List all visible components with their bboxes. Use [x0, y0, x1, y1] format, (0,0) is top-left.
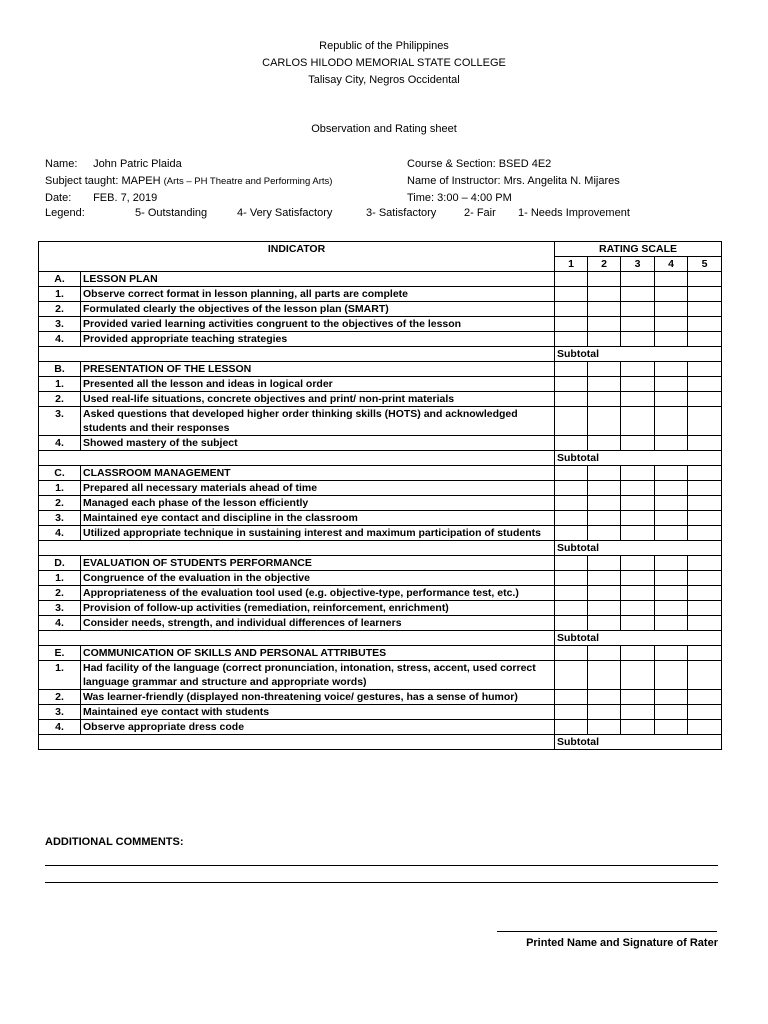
- indicator-text: Appropriateness of the evaluation tool used (e.g. objective-type, performance test, etc.): [81, 586, 555, 601]
- rating-cell[interactable]: [555, 511, 588, 526]
- rating-cell[interactable]: [621, 287, 655, 302]
- indicator-row: [39, 720, 722, 735]
- rating-cell[interactable]: [555, 332, 588, 347]
- rating-cell[interactable]: [688, 661, 722, 690]
- rating-cell[interactable]: [588, 392, 621, 407]
- time-value: Time: 3:00 – 4:00 PM: [407, 192, 512, 204]
- indicator-row: [39, 287, 722, 302]
- rating-cell[interactable]: [688, 272, 722, 287]
- rating-cell[interactable]: [655, 436, 688, 451]
- rating-cell[interactable]: [621, 362, 655, 377]
- rating-cell[interactable]: [655, 466, 688, 481]
- rating-cell[interactable]: [555, 496, 588, 511]
- comments-label: ADDITIONAL COMMENTS:: [45, 836, 184, 848]
- rating-cell[interactable]: [621, 511, 655, 526]
- rating-cell[interactable]: [688, 407, 722, 436]
- indicator-text: Was learner-friendly (displayed non-threatening voice/ gestures, has a sense of humor): [81, 690, 555, 705]
- rating-cell[interactable]: [555, 646, 588, 661]
- rating-cell[interactable]: [688, 646, 722, 661]
- rating-cell[interactable]: [655, 556, 688, 571]
- subject-detail: (Arts – PH Theatre and Performing Arts): [163, 176, 333, 187]
- indicator-text: Congruence of the evaluation in the objective: [81, 571, 555, 586]
- section-title: COMMUNICATION OF SKILLS AND PERSONAL ATTRIBUTES: [81, 646, 555, 661]
- rating-cell[interactable]: [555, 571, 588, 586]
- rating-cell[interactable]: [688, 436, 722, 451]
- college-name: CARLOS HILODO MEMORIAL STATE COLLEGE: [262, 57, 506, 69]
- scale-value: 1: [555, 257, 588, 272]
- rating-cell[interactable]: [688, 287, 722, 302]
- item-number: 2.: [39, 302, 81, 317]
- rating-cell[interactable]: [555, 466, 588, 481]
- section-row: [39, 362, 722, 377]
- item-number: 1.: [39, 571, 81, 586]
- section-letter: E.: [39, 646, 81, 661]
- subtotal-label: Subtotal: [555, 541, 722, 556]
- legend-item: 3- Satisfactory: [366, 207, 437, 219]
- rating-cell[interactable]: [688, 392, 722, 407]
- indicator-row: [39, 526, 722, 541]
- indicator-text: Provision of follow-up activities (remediation, reinforcement, enrichment): [81, 601, 555, 616]
- rating-cell[interactable]: [621, 601, 655, 616]
- rating-cell[interactable]: [588, 720, 621, 735]
- rating-scale-header: RATING SCALE: [555, 242, 722, 257]
- item-number: 2.: [39, 496, 81, 511]
- indicator-text: Had facility of the language (correct pronunciation, intonation, stress, accent, used correct language grammar and structure and appropriate words): [81, 661, 555, 690]
- item-number: 3.: [39, 511, 81, 526]
- subtotal-row: [39, 541, 722, 556]
- subtotal-spacer: [39, 631, 555, 646]
- rating-cell[interactable]: [555, 661, 588, 690]
- rating-cell[interactable]: [621, 571, 655, 586]
- rating-cell[interactable]: [655, 526, 688, 541]
- rating-cell[interactable]: [688, 571, 722, 586]
- subtotal-spacer: [39, 735, 555, 750]
- rating-cell[interactable]: [588, 362, 621, 377]
- rating-cell[interactable]: [655, 705, 688, 720]
- item-number: 4.: [39, 720, 81, 735]
- indicator-row: [39, 407, 722, 436]
- subject-row: [45, 173, 332, 190]
- scale-value: 3: [621, 257, 655, 272]
- rating-cell[interactable]: [655, 317, 688, 332]
- rating-cell[interactable]: [688, 362, 722, 377]
- rating-cell[interactable]: [555, 302, 588, 317]
- rating-cell[interactable]: [588, 556, 621, 571]
- subtotal-row: [39, 347, 722, 362]
- section-row: [39, 646, 722, 661]
- rating-cell[interactable]: [588, 377, 621, 392]
- rating-cell[interactable]: [655, 272, 688, 287]
- indicator-text: Used real-life situations, concrete objectives and print/ non-print materials: [81, 392, 555, 407]
- item-number: 2.: [39, 690, 81, 705]
- subtotal-label: Subtotal: [555, 347, 722, 362]
- indicator-row: [39, 377, 722, 392]
- rating-cell[interactable]: [688, 720, 722, 735]
- legend-label: Legend:: [45, 207, 85, 219]
- course-section: Course & Section: BSED 4E2: [407, 158, 552, 170]
- rating-cell[interactable]: [588, 571, 621, 586]
- indicator-row: [39, 436, 722, 451]
- rating-cell[interactable]: [655, 377, 688, 392]
- indicator-row: [39, 332, 722, 347]
- rating-cell[interactable]: [555, 601, 588, 616]
- indicator-row: [39, 392, 722, 407]
- rating-cell[interactable]: [555, 317, 588, 332]
- section-row: [39, 466, 722, 481]
- indicator-row: [39, 690, 722, 705]
- instructor-name: Name of Instructor: Mrs. Angelita N. Mijares: [407, 175, 620, 187]
- rating-cell[interactable]: [621, 436, 655, 451]
- section-title: EVALUATION OF STUDENTS PERFORMANCE: [81, 556, 555, 571]
- college-location: Talisay City, Negros Occidental: [308, 74, 460, 86]
- rating-cell[interactable]: [588, 601, 621, 616]
- legend-item: 2- Fair: [464, 207, 496, 219]
- indicator-row: [39, 571, 722, 586]
- indicator-row: [39, 586, 722, 601]
- indicator-row: [39, 511, 722, 526]
- rating-cell[interactable]: [588, 481, 621, 496]
- indicator-row: [39, 481, 722, 496]
- indicator-text: Observe appropriate dress code: [81, 720, 555, 735]
- rating-cell[interactable]: [555, 272, 588, 287]
- rating-cell[interactable]: [655, 496, 688, 511]
- indicator-text: Showed mastery of the subject: [81, 436, 555, 451]
- rating-cell[interactable]: [588, 436, 621, 451]
- section-letter: A.: [39, 272, 81, 287]
- rating-cell[interactable]: [655, 616, 688, 631]
- date-row: [45, 190, 157, 206]
- indicator-row: [39, 317, 722, 332]
- name-label: Name:: [45, 158, 78, 170]
- section-title: PRESENTATION OF THE LESSON: [81, 362, 555, 377]
- rating-cell[interactable]: [588, 272, 621, 287]
- indicator-row: [39, 705, 722, 720]
- subtotal-spacer: [39, 451, 555, 466]
- subtotal-label: Subtotal: [555, 451, 722, 466]
- rating-cell[interactable]: [655, 720, 688, 735]
- comment-line[interactable]: [45, 865, 718, 866]
- document-header: [0, 38, 768, 89]
- rating-cell[interactable]: [655, 481, 688, 496]
- indicator-header: INDICATOR: [39, 242, 555, 272]
- rating-cell[interactable]: [655, 392, 688, 407]
- rating-cell[interactable]: [555, 586, 588, 601]
- rating-cell[interactable]: [688, 317, 722, 332]
- indicator-text: Presented all the lesson and ideas in logical order: [81, 377, 555, 392]
- rating-cell[interactable]: [688, 466, 722, 481]
- rating-cell[interactable]: [588, 466, 621, 481]
- signature-label: Printed Name and Signature of Rater: [526, 937, 718, 949]
- rating-table: [38, 241, 722, 750]
- republic-line: Republic of the Philippines: [319, 40, 449, 52]
- subject-label: Subject taught:: [45, 175, 119, 187]
- subtotal-row: [39, 735, 722, 750]
- rating-cell[interactable]: [555, 362, 588, 377]
- rating-cell[interactable]: [688, 302, 722, 317]
- indicator-text: Provided varied learning activities congruent to the objectives of the lesson: [81, 317, 555, 332]
- indicator-text: Provided appropriate teaching strategies: [81, 332, 555, 347]
- rating-cell[interactable]: [688, 586, 722, 601]
- rating-cell[interactable]: [621, 661, 655, 690]
- subject-value: MAPEH: [121, 175, 161, 187]
- comment-line[interactable]: [45, 882, 718, 883]
- rating-cell[interactable]: [588, 646, 621, 661]
- rating-cell[interactable]: [621, 616, 655, 631]
- rating-cell[interactable]: [588, 616, 621, 631]
- signature-line[interactable]: [497, 931, 717, 932]
- rating-cell[interactable]: [621, 466, 655, 481]
- rating-cell[interactable]: [655, 332, 688, 347]
- section-letter: B.: [39, 362, 81, 377]
- indicator-text: Maintained eye contact and discipline in the classroom: [81, 511, 555, 526]
- legend-item: 1- Needs Improvement: [518, 207, 630, 219]
- indicator-text: Maintained eye contact with students: [81, 705, 555, 720]
- item-number: 4.: [39, 332, 81, 347]
- item-number: 1.: [39, 377, 81, 392]
- legend-item: 5- Outstanding: [135, 207, 208, 219]
- indicator-row: [39, 302, 722, 317]
- subtotal-spacer: [39, 347, 555, 362]
- rating-cell[interactable]: [588, 511, 621, 526]
- rating-cell[interactable]: [555, 436, 588, 451]
- indicator-text: Consider needs, strength, and individual differences of learners: [81, 616, 555, 631]
- rating-cell[interactable]: [588, 526, 621, 541]
- rating-cell[interactable]: [588, 496, 621, 511]
- section-row: [39, 272, 722, 287]
- legend-item: 4- Very Satisfactory: [237, 207, 333, 219]
- indicator-text: Observe correct format in lesson planning, all parts are complete: [81, 287, 555, 302]
- section-letter: C.: [39, 466, 81, 481]
- subtotal-row: [39, 451, 722, 466]
- scale-value: 5: [688, 257, 722, 272]
- rating-cell[interactable]: [688, 511, 722, 526]
- rating-cell[interactable]: [555, 705, 588, 720]
- rating-cell[interactable]: [621, 392, 655, 407]
- rating-cell[interactable]: [621, 407, 655, 436]
- rating-cell[interactable]: [655, 362, 688, 377]
- scale-value: 4: [655, 257, 688, 272]
- indicator-text: Managed each phase of the lesson efficiently: [81, 496, 555, 511]
- rating-cell[interactable]: [555, 481, 588, 496]
- rating-cell[interactable]: [588, 690, 621, 705]
- rating-cell[interactable]: [688, 556, 722, 571]
- item-number: 1.: [39, 287, 81, 302]
- rating-cell[interactable]: [688, 690, 722, 705]
- rating-cell[interactable]: [688, 705, 722, 720]
- rating-cell[interactable]: [621, 646, 655, 661]
- rating-cell[interactable]: [588, 302, 621, 317]
- section-letter: D.: [39, 556, 81, 571]
- rating-cell[interactable]: [621, 377, 655, 392]
- rating-cell[interactable]: [555, 377, 588, 392]
- subtotal-row: [39, 631, 722, 646]
- indicator-text: Utilized appropriate technique in sustaining interest and maximum participation of students: [81, 526, 555, 541]
- item-number: 3.: [39, 601, 81, 616]
- subtotal-spacer: [39, 541, 555, 556]
- subtotal-label: Subtotal: [555, 735, 722, 750]
- rating-cell[interactable]: [621, 302, 655, 317]
- name-row: [45, 156, 182, 172]
- rating-cell[interactable]: [588, 332, 621, 347]
- section-title: LESSON PLAN: [81, 272, 555, 287]
- item-number: 4.: [39, 616, 81, 631]
- rating-cell[interactable]: [655, 571, 688, 586]
- rating-cell[interactable]: [621, 705, 655, 720]
- date-label: Date:: [45, 192, 72, 204]
- rating-cell[interactable]: [655, 646, 688, 661]
- item-number: 1.: [39, 481, 81, 496]
- indicator-text: Prepared all necessary materials ahead of time: [81, 481, 555, 496]
- rating-cell[interactable]: [621, 690, 655, 705]
- rating-cell[interactable]: [555, 720, 588, 735]
- rating-cell[interactable]: [655, 287, 688, 302]
- rating-cell[interactable]: [688, 332, 722, 347]
- rating-cell[interactable]: [555, 287, 588, 302]
- rating-cell[interactable]: [655, 586, 688, 601]
- indicator-text: Formulated clearly the objectives of the lesson plan (SMART): [81, 302, 555, 317]
- rating-cell[interactable]: [555, 392, 588, 407]
- item-number: 4.: [39, 436, 81, 451]
- rating-cell[interactable]: [588, 661, 621, 690]
- rating-cell[interactable]: [688, 526, 722, 541]
- rating-cell[interactable]: [655, 511, 688, 526]
- section-title: CLASSROOM MANAGEMENT: [81, 466, 555, 481]
- rating-cell[interactable]: [621, 332, 655, 347]
- section-row: [39, 556, 722, 571]
- rating-cell[interactable]: [588, 705, 621, 720]
- rating-cell[interactable]: [621, 272, 655, 287]
- rating-cell[interactable]: [655, 690, 688, 705]
- rating-cell[interactable]: [555, 690, 588, 705]
- rating-cell[interactable]: [688, 616, 722, 631]
- indicator-row: [39, 601, 722, 616]
- date-value: FEB. 7, 2019: [93, 192, 158, 204]
- item-number: 2.: [39, 392, 81, 407]
- indicator-row: [39, 616, 722, 631]
- rating-cell[interactable]: [621, 526, 655, 541]
- scale-value: 2: [588, 257, 621, 272]
- rating-cell[interactable]: [621, 496, 655, 511]
- rating-cell[interactable]: [621, 720, 655, 735]
- indicator-row: [39, 661, 722, 690]
- name-value: John Patric Plaida: [93, 158, 182, 170]
- sheet-title: Observation and Rating sheet: [311, 123, 457, 135]
- rating-cell[interactable]: [688, 601, 722, 616]
- rating-cell[interactable]: [555, 556, 588, 571]
- item-number: 4.: [39, 526, 81, 541]
- item-number: 3.: [39, 705, 81, 720]
- indicator-row: [39, 496, 722, 511]
- rating-cell[interactable]: [655, 661, 688, 690]
- rating-cell[interactable]: [621, 556, 655, 571]
- rating-cell[interactable]: [688, 377, 722, 392]
- rating-cell[interactable]: [655, 601, 688, 616]
- rating-cell[interactable]: [555, 407, 588, 436]
- item-number: 2.: [39, 586, 81, 601]
- rating-cell[interactable]: [555, 616, 588, 631]
- item-number: 3.: [39, 407, 81, 436]
- indicator-text: Asked questions that developed higher order thinking skills (HOTS) and acknowledged students and their responses: [81, 407, 555, 436]
- rating-cell[interactable]: [588, 586, 621, 601]
- rating-cell[interactable]: [588, 317, 621, 332]
- rating-cell[interactable]: [688, 496, 722, 511]
- item-number: 3.: [39, 317, 81, 332]
- rating-cell[interactable]: [655, 407, 688, 436]
- rating-cell[interactable]: [688, 481, 722, 496]
- item-number: 1.: [39, 661, 81, 690]
- rating-cell[interactable]: [555, 526, 588, 541]
- rating-cell[interactable]: [588, 287, 621, 302]
- rating-cell[interactable]: [588, 407, 621, 436]
- rating-cell[interactable]: [621, 481, 655, 496]
- rating-cell[interactable]: [621, 586, 655, 601]
- subtotal-label: Subtotal: [555, 631, 722, 646]
- rating-cell[interactable]: [621, 317, 655, 332]
- rating-cell[interactable]: [655, 302, 688, 317]
